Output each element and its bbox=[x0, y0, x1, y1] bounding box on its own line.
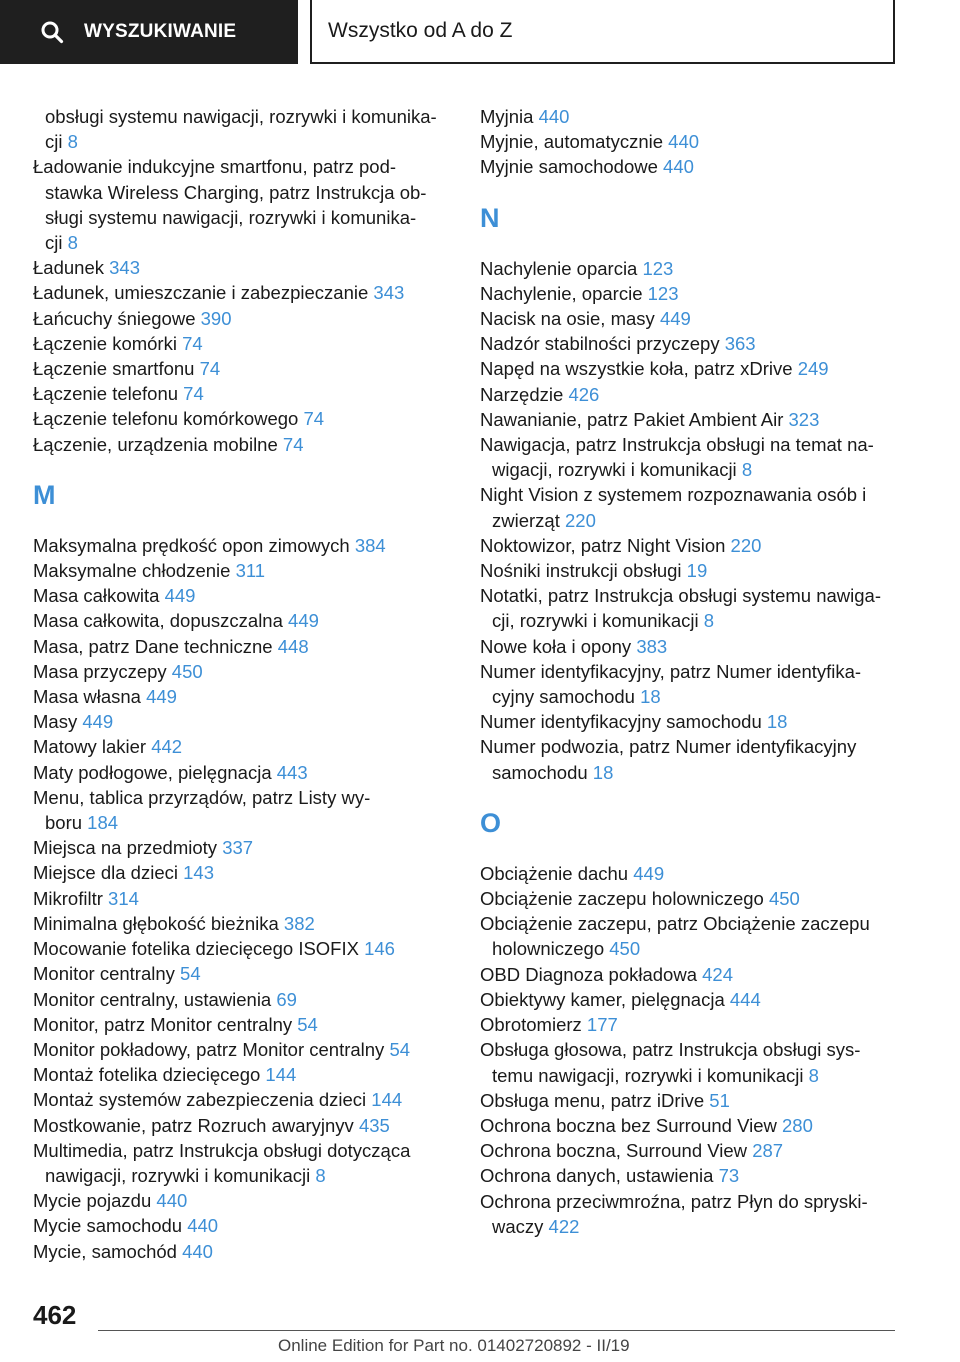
entries-continued-right bbox=[480, 104, 900, 180]
index-entry: Mocowanie fotelika dziecięcego ISOFIX 146 bbox=[33, 938, 395, 960]
index-entry: Minimalna głębokość bieżnika 382 bbox=[33, 912, 315, 934]
index-entry: Nawigacja, patrz Instrukcja obsługi na temat na- wigacji, rozrywki i komunikacji 8 bbox=[480, 434, 874, 481]
page-reference-link[interactable]: 449 bbox=[659, 308, 691, 330]
index-entry: Montaż systemów zabezpieczenia dzieci 144 bbox=[33, 1089, 403, 1111]
page-reference-link[interactable]: 18 bbox=[766, 711, 788, 733]
index-entry: Obsługa głosowa, patrz Instrukcja obsługi sys- temu nawigacji, rozrywki i komunikacji 8 bbox=[480, 1039, 861, 1086]
page-reference-link[interactable]: 8 bbox=[808, 1064, 819, 1086]
page-reference-link[interactable]: 440 bbox=[187, 1215, 219, 1237]
page-reference-link[interactable]: 123 bbox=[647, 282, 679, 304]
page-reference-link[interactable]: 337 bbox=[222, 837, 254, 859]
page-reference-link[interactable]: 8 bbox=[67, 232, 78, 254]
entries-o bbox=[480, 861, 900, 1239]
index-entry: Napęd na wszystkie koła, patrz xDrive 249 bbox=[480, 358, 829, 380]
search-icon bbox=[40, 20, 64, 44]
page-reference-link[interactable]: 390 bbox=[200, 307, 232, 329]
index-entry: Masa całkowita 449 bbox=[33, 585, 196, 607]
page-reference-link[interactable]: 54 bbox=[180, 963, 201, 985]
page-reference-link[interactable]: 177 bbox=[586, 1014, 618, 1036]
index-entry: Multimedia, patrz Instrukcja obsługi dotycząca nawigacji, rozrywki i komunikacji 8 bbox=[33, 1139, 411, 1186]
page-reference-link[interactable]: 449 bbox=[146, 686, 177, 708]
page-reference-link[interactable]: 280 bbox=[782, 1114, 813, 1136]
page-reference-link[interactable]: 343 bbox=[373, 282, 405, 304]
index-entry: Obsługa menu, patrz iDrive 51 bbox=[480, 1089, 730, 1111]
page-reference-link[interactable]: 323 bbox=[788, 408, 820, 430]
page-reference-link[interactable]: 442 bbox=[151, 736, 183, 758]
page-reference-link[interactable]: 424 bbox=[702, 963, 734, 985]
index-entry: Miejsce dla dzieci 143 bbox=[33, 862, 214, 884]
index-entry: Nośniki instrukcji obsługi 19 bbox=[480, 560, 708, 582]
index-entry: Obiektywy kamer, pielęgnacja 444 bbox=[480, 988, 761, 1010]
page-reference-link[interactable]: 123 bbox=[642, 257, 674, 279]
page-reference-link[interactable]: 384 bbox=[354, 534, 386, 556]
page-reference-link[interactable]: 449 bbox=[288, 610, 319, 632]
page-reference-link[interactable]: 450 bbox=[609, 938, 641, 960]
index-entry: Obrotomierz 177 bbox=[480, 1014, 618, 1036]
top-navigation bbox=[0, 0, 960, 66]
index-entry: Montaż fotelika dziecięcego 144 bbox=[33, 1064, 297, 1086]
page-reference-link[interactable]: 440 bbox=[663, 156, 694, 178]
index-entry: Łączenie telefonu 74 bbox=[33, 383, 204, 405]
page-reference-link[interactable]: 18 bbox=[592, 761, 614, 783]
section-letter-m: M bbox=[33, 479, 56, 510]
index-entry: Masa całkowita, dopuszczalna 449 bbox=[33, 610, 319, 632]
index-entry: obsługi systemu nawigacji, rozrywki i komunika- cji 8 bbox=[45, 106, 437, 153]
index-entry: Łączenie, urządzenia mobilne 74 bbox=[33, 433, 304, 455]
page-reference-link[interactable]: 19 bbox=[686, 560, 708, 582]
index-entry: Ładunek 343 bbox=[33, 257, 140, 279]
page-reference-link[interactable]: 249 bbox=[797, 358, 829, 380]
index-entry: Myjnie samochodowe 440 bbox=[480, 156, 694, 178]
index-entry: Łączenie komórki 74 bbox=[33, 332, 203, 354]
index-entry: Matowy lakier 442 bbox=[33, 736, 183, 758]
index-entry: Łączenie telefonu komórkowego 74 bbox=[33, 408, 325, 430]
page-reference-link[interactable]: 311 bbox=[235, 560, 266, 582]
page-reference-link[interactable]: 450 bbox=[768, 888, 800, 910]
index-entry: Ładunek, umieszczanie i zabezpieczanie 343 bbox=[33, 282, 405, 304]
index-entry: Nacisk na osie, masy 449 bbox=[480, 308, 691, 330]
index-entry: Nachylenie, oparcie 123 bbox=[480, 282, 679, 304]
index-entry: Ochrona boczna bez Surround View 280 bbox=[480, 1114, 813, 1136]
index-entry: Mostkowanie, patrz Rozruch awaryjnyv 435 bbox=[33, 1114, 390, 1136]
page-reference-link[interactable]: 440 bbox=[156, 1190, 188, 1212]
index-column-right bbox=[480, 104, 900, 1239]
page-reference-link[interactable]: 449 bbox=[164, 585, 196, 607]
index-entry: Łańcuchy śniegowe 390 bbox=[33, 307, 232, 329]
index-entry: Mycie pojazdu 440 bbox=[33, 1190, 188, 1212]
index-entry: Masa przyczepy 450 bbox=[33, 660, 203, 682]
page-reference-link[interactable]: 383 bbox=[636, 635, 668, 657]
edition-footer: Online Edition for Part no. 01402720892 - II/19 bbox=[278, 1336, 630, 1355]
page-reference-link[interactable]: 449 bbox=[633, 862, 665, 884]
page-reference-link[interactable]: 69 bbox=[276, 988, 297, 1010]
index-entry: Monitor centralny 54 bbox=[33, 963, 201, 985]
entries-n bbox=[480, 256, 900, 785]
index-column-left bbox=[33, 104, 448, 1264]
section-letter-n: N bbox=[480, 202, 500, 233]
index-entry: Nachylenie oparcia 123 bbox=[480, 257, 674, 279]
page-reference-link[interactable]: 343 bbox=[109, 257, 140, 279]
index-entry: Obciążenie zaczepu holowniczego 450 bbox=[480, 888, 800, 910]
page-reference-link[interactable]: 74 bbox=[183, 383, 204, 405]
page-reference-link[interactable]: 8 bbox=[315, 1164, 326, 1186]
page-reference-link[interactable]: 54 bbox=[297, 1013, 318, 1035]
page-reference-link[interactable]: 443 bbox=[276, 761, 308, 783]
index-entry: Masy 449 bbox=[33, 711, 114, 733]
search-tab-label: WYSZUKIWANIE bbox=[84, 21, 237, 42]
index-entry: Narzędzie 426 bbox=[480, 383, 600, 405]
page-reference-link[interactable]: 382 bbox=[283, 912, 315, 934]
page-reference-link[interactable]: 8 bbox=[741, 459, 753, 481]
index-entry: Notatki, patrz Instrukcja obsługi systemu nawiga- cji, rozrywki i komunikacji 8 bbox=[480, 585, 882, 632]
page-reference-link[interactable]: 440 bbox=[668, 131, 700, 153]
page-reference-link[interactable]: 287 bbox=[752, 1140, 784, 1162]
page-reference-link[interactable]: 143 bbox=[183, 862, 214, 884]
index-entry: Masa, patrz Dane techniczne 448 bbox=[33, 635, 309, 657]
page-reference-link[interactable]: 51 bbox=[709, 1089, 730, 1111]
page-reference-link[interactable]: 8 bbox=[703, 610, 715, 632]
page-reference-link[interactable]: 8 bbox=[67, 131, 78, 153]
index-entry: Mikrofiltr 314 bbox=[33, 887, 139, 909]
index-entry: Myjnie, automatycznie 440 bbox=[480, 131, 700, 153]
search-tab[interactable] bbox=[0, 0, 298, 64]
entries-m bbox=[33, 533, 448, 1264]
page-reference-link[interactable]: 435 bbox=[358, 1114, 390, 1136]
index-entry: OBD Diagnoza pokładowa 424 bbox=[480, 963, 734, 985]
index-entry: Night Vision z systemem rozpoznawania osób i zwierząt 220 bbox=[480, 484, 867, 531]
index-entry: Maksymalna prędkość opon zimowych 384 bbox=[33, 534, 386, 556]
index-entry: Monitor pokładowy, patrz Monitor centralny 54 bbox=[33, 1038, 411, 1060]
page-reference-link[interactable]: 74 bbox=[182, 332, 203, 354]
page-number: 462 bbox=[33, 1300, 77, 1330]
page-reference-link[interactable]: 440 bbox=[538, 106, 570, 127]
page-reference-link[interactable]: 73 bbox=[718, 1165, 740, 1187]
a-to-z-tab-label: Wszystko od A do Z bbox=[328, 19, 513, 42]
index-entry: Obciążenie dachu 449 bbox=[480, 862, 665, 884]
index-entry: Menu, tablica przyrządów, patrz Listy wy- boru 184 bbox=[33, 786, 371, 834]
index-entry: Mycie, samochód 440 bbox=[33, 1240, 213, 1262]
index-entry: Miejsca na przedmioty 337 bbox=[33, 837, 254, 859]
index-entry: Maksymalne chłodzenie 311 bbox=[33, 560, 266, 582]
index-entry: Maty podłogowe, pielęgnacja 443 bbox=[33, 761, 308, 783]
index-entry: Łączenie smartfonu 74 bbox=[33, 358, 221, 380]
index-entry: Nawanianie, patrz Pakiet Ambient Air 323 bbox=[480, 408, 820, 430]
page-reference-link[interactable]: 426 bbox=[568, 383, 600, 405]
index-entry: Noktowizor, patrz Night Vision 220 bbox=[480, 534, 762, 556]
index-entry: Ochrona przeciwmroźna, patrz Płyn do spryski- waczy 422 bbox=[480, 1190, 868, 1237]
page-reference-link[interactable]: 74 bbox=[282, 433, 304, 455]
index-entry: Numer podwozia, patrz Numer identyfikacyjny samochodu 18 bbox=[480, 736, 857, 783]
page-reference-link[interactable]: 450 bbox=[171, 660, 203, 682]
index-entry: Obciążenie zaczepu, patrz Obciążenie zaczepu holowniczego 450 bbox=[480, 913, 870, 960]
page-reference-link[interactable]: 144 bbox=[265, 1064, 297, 1086]
index-entry: Ochrona danych, ustawienia 73 bbox=[480, 1165, 740, 1187]
entries-continued bbox=[33, 104, 448, 457]
section-letter-o: O bbox=[480, 807, 502, 838]
index-entry: Ładowanie indukcyjne smartfonu, patrz pod- stawka Wireless Charging, patrz Instrukcja ob- sługi systemu nawigacji, rozrywki i komunika- cji 8 bbox=[33, 156, 427, 254]
index-entry: Ochrona boczna, Surround View 287 bbox=[480, 1140, 784, 1162]
page-reference-link[interactable]: 363 bbox=[724, 333, 756, 355]
page-reference-link[interactable]: 146 bbox=[364, 938, 395, 960]
index-entry: Nowe koła i opony 383 bbox=[480, 635, 668, 657]
page-reference-link[interactable]: 422 bbox=[548, 1215, 580, 1237]
index-entry: Numer identyfikacyjny, patrz Numer identyfika- cyjny samochodu 18 bbox=[480, 660, 862, 708]
page-reference-link[interactable]: 18 bbox=[640, 686, 661, 708]
page-reference-link[interactable]: 314 bbox=[108, 887, 139, 909]
a-to-z-tab[interactable] bbox=[310, 0, 895, 64]
page-reference-link[interactable]: 144 bbox=[371, 1089, 403, 1111]
page-reference-link[interactable]: 74 bbox=[199, 358, 221, 380]
index-entry: Mycie samochodu 440 bbox=[33, 1215, 219, 1237]
page-reference-link[interactable]: 54 bbox=[389, 1038, 411, 1060]
index-entry: Masa własna 449 bbox=[33, 686, 177, 708]
page-reference-link[interactable]: 440 bbox=[182, 1240, 213, 1262]
page-reference-link[interactable]: 74 bbox=[303, 408, 325, 430]
index-entry: Numer identyfikacyjny samochodu 18 bbox=[480, 711, 788, 733]
page-reference-link[interactable]: 444 bbox=[729, 988, 761, 1010]
page-reference-link[interactable]: 220 bbox=[565, 509, 596, 531]
page-reference-link[interactable]: 448 bbox=[277, 635, 309, 657]
index-entry: Monitor centralny, ustawienia 69 bbox=[33, 988, 297, 1010]
footer-divider bbox=[98, 1330, 895, 1331]
page-reference-link[interactable]: 220 bbox=[730, 534, 762, 556]
index-entry: Monitor, patrz Monitor centralny 54 bbox=[33, 1013, 318, 1035]
index-entry: Nadzór stabilności przyczepy 363 bbox=[480, 333, 756, 355]
page-reference-link[interactable]: 449 bbox=[82, 711, 114, 733]
page-reference-link[interactable]: 184 bbox=[87, 812, 119, 834]
index-entry: Myjnia 440 bbox=[480, 106, 570, 127]
